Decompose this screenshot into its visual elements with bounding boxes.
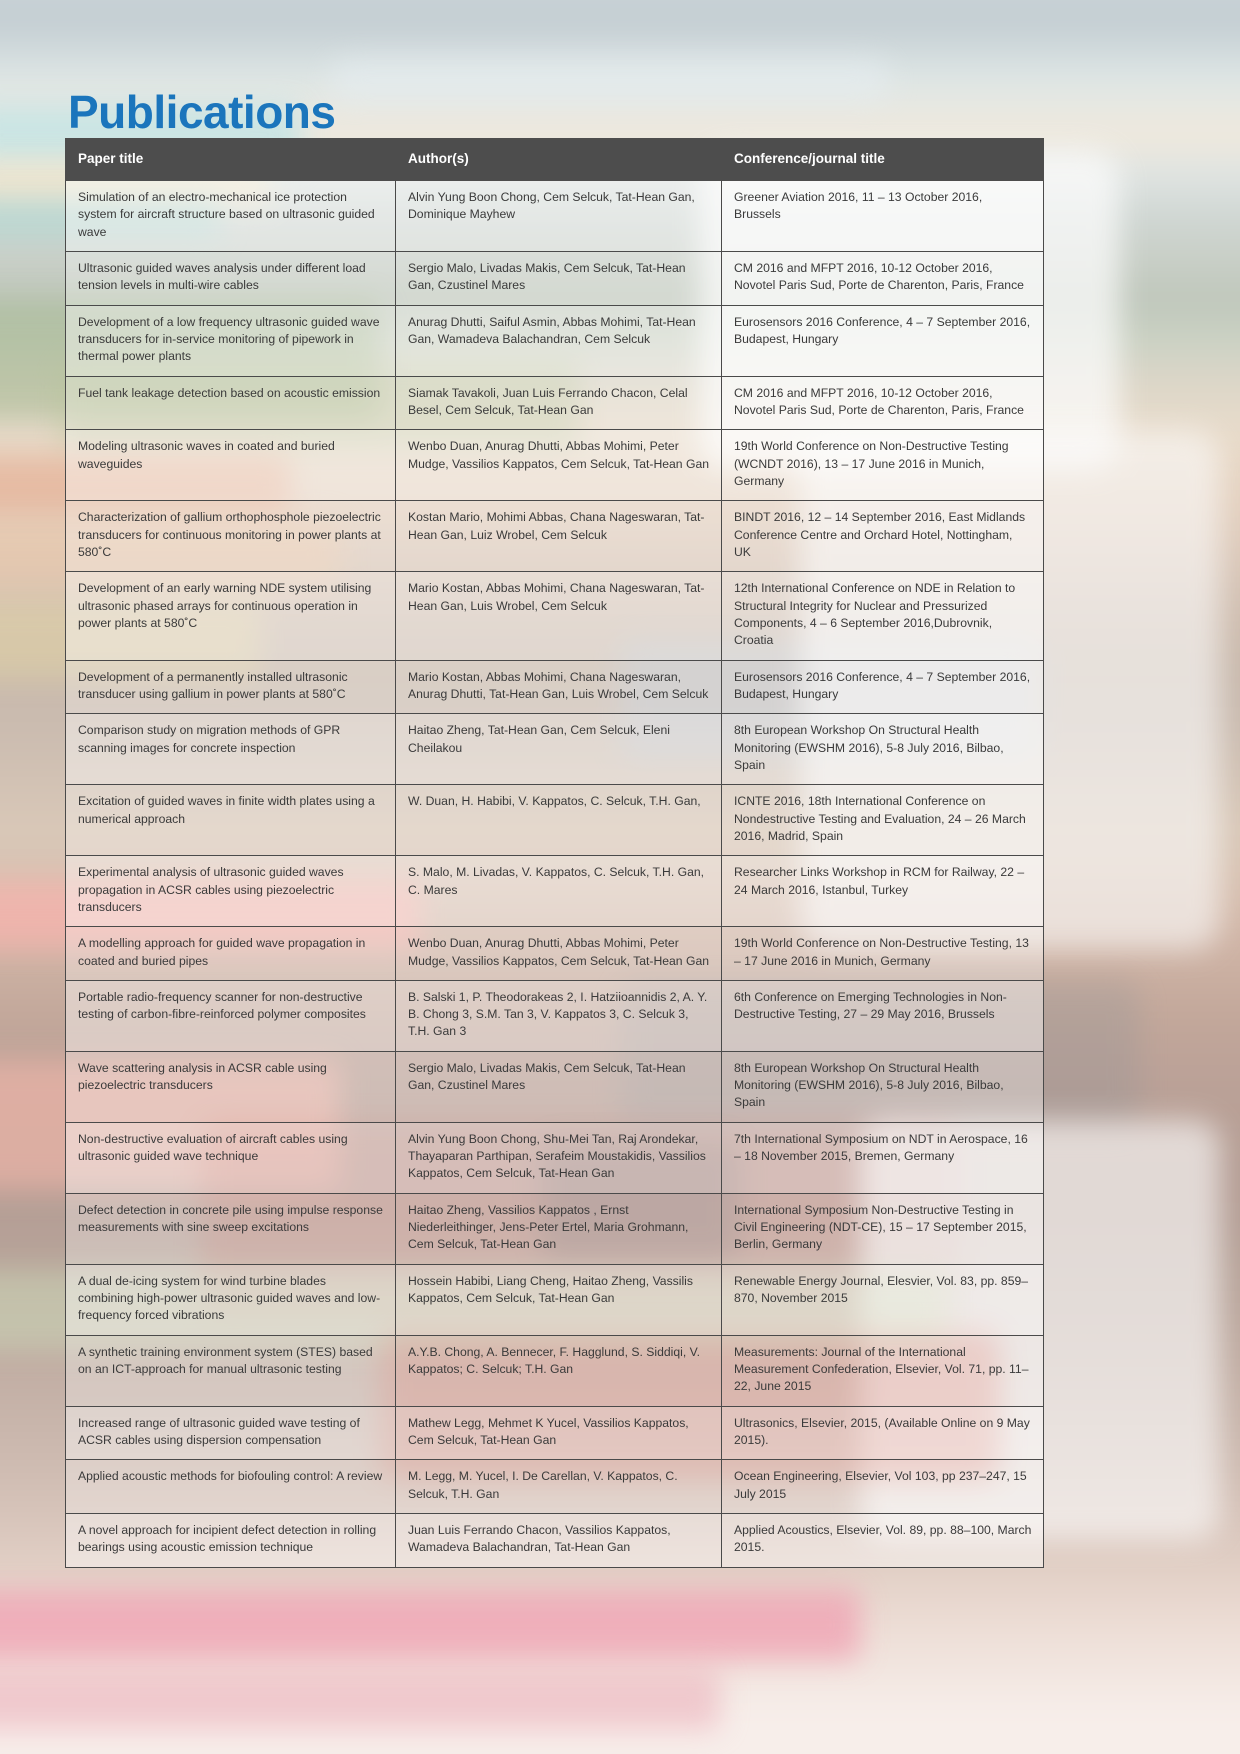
table-row [66, 856, 1044, 927]
cell-paper-title: Fuel tank leakage detection based on acoustic emission [66, 376, 396, 430]
cell-authors: Haitao Zheng, Vassilios Kappatos , Ernst Niederleithinger, Jens-Peter Ertel, Maria Grohmann, Cem Selcuk, Tat-Hean Gan [396, 1193, 722, 1264]
table-row [66, 1406, 1044, 1460]
cell-venue: ICNTE 2016, 18th International Conference on Nondestructive Testing and Evaluation, 24 – 26 March 2016, Madrid, Spain [722, 785, 1044, 856]
cell-authors: Siamak Tavakoli, Juan Luis Ferrando Chacon, Celal Besel, Cem Selcuk, Tat-Hean Gan [396, 376, 722, 430]
column-header-venue: Conference/journal title [722, 139, 1044, 181]
table-row [66, 181, 1044, 252]
cell-authors: Kostan Mario, Mohimi Abbas, Chana Nageswaran, Tat-Hean Gan, Luiz Wrobel, Cem Selcuk [396, 501, 722, 572]
publications-table [65, 138, 1044, 1568]
table-row [66, 251, 1044, 305]
table-row [66, 430, 1044, 501]
cell-authors: W. Duan, H. Habibi, V. Kappatos, C. Selcuk, T.H. Gan, [396, 785, 722, 856]
cell-authors: Alvin Yung Boon Chong, Shu-Mei Tan, Raj Arondekar, Thayaparan Parthipan, Serafeim Moustakidis, Vassilios Kappatos, Cem Selcuk, Tat-Hean Gan [396, 1122, 722, 1193]
table-row [66, 1460, 1044, 1514]
cell-authors: M. Legg, M. Yucel, I. De Carellan, V. Kappatos, C. Selcuk, T.H. Gan [396, 1460, 722, 1514]
cell-authors: Haitao Zheng, Tat-Hean Gan, Cem Selcuk, Eleni Cheilakou [396, 714, 722, 785]
cell-paper-title: Non-destructive evaluation of aircraft cables using ultrasonic guided wave technique [66, 1122, 396, 1193]
cell-venue: Eurosensors 2016 Conference, 4 – 7 September 2016, Budapest, Hungary [722, 305, 1044, 376]
cell-paper-title: Excitation of guided waves in finite width plates using a numerical approach [66, 785, 396, 856]
cell-authors: A.Y.B. Chong, A. Bennecer, F. Hagglund, S. Siddiqi, V. Kappatos; C. Selcuk; T.H. Gan [396, 1335, 722, 1406]
cell-paper-title: Applied acoustic methods for biofouling control: A review [66, 1460, 396, 1514]
cell-paper-title: Development of a low frequency ultrasonic guided wave transducers for in-service monitoring of pipework in thermal power plants [66, 305, 396, 376]
cell-venue: 6th Conference on Emerging Technologies in Non-Destructive Testing, 27 – 29 May 2016, Brussels [722, 980, 1044, 1051]
table-row [66, 376, 1044, 430]
cell-venue: 7th International Symposium on NDT in Aerospace, 16 – 18 November 2015, Bremen, Germany [722, 1122, 1044, 1193]
cell-authors: Wenbo Duan, Anurag Dhutti, Abbas Mohimi, Peter Mudge, Vassilios Kappatos, Cem Selcuk, Tat-Hean Gan [396, 927, 722, 981]
cell-paper-title: Defect detection in concrete pile using impulse response measurements with sine sweep excitations [66, 1193, 396, 1264]
cell-paper-title: Simulation of an electro-mechanical ice protection system for aircraft structure based on ultrasonic guided wave [66, 181, 396, 252]
cell-venue: 19th World Conference on Non-Destructive Testing (WCNDT 2016), 13 – 17 June 2016 in Munich, Germany [722, 430, 1044, 501]
table-row [66, 785, 1044, 856]
cell-authors: Alvin Yung Boon Chong, Cem Selcuk, Tat-Hean Gan, Dominique Mayhew [396, 181, 722, 252]
table-row [66, 1193, 1044, 1264]
column-header-authors: Author(s) [396, 139, 722, 181]
table-row [66, 1514, 1044, 1568]
cell-paper-title: Increased range of ultrasonic guided wave testing of ACSR cables using dispersion compensation [66, 1406, 396, 1460]
cell-venue: Ocean Engineering, Elsevier, Vol 103, pp 237–247, 15 July 2015 [722, 1460, 1044, 1514]
table-row [66, 305, 1044, 376]
table-row [66, 1122, 1044, 1193]
cell-paper-title: A synthetic training environment system (STES) based on an ICT-approach for manual ultrasonic testing [66, 1335, 396, 1406]
table-row [66, 980, 1044, 1051]
cell-authors: Mathew Legg, Mehmet K Yucel, Vassilios Kappatos, Cem Selcuk, Tat-Hean Gan [396, 1406, 722, 1460]
cell-venue: 8th European Workshop On Structural Health Monitoring (EWSHM 2016), 5-8 July 2016, Bilbao, Spain [722, 1051, 1044, 1122]
cell-authors: S. Malo, M. Livadas, V. Kappatos, C. Selcuk, T.H. Gan, C. Mares [396, 856, 722, 927]
cell-venue: International Symposium Non-Destructive Testing in Civil Engineering (NDT-CE), 15 – 17 September 2015, Berlin, Germany [722, 1193, 1044, 1264]
cell-authors: B. Salski 1, P. Theodorakeas 2, I. Hatziioannidis 2, A. Y. B. Chong 3, S.M. Tan 3, V. Kappatos 3, C. Selcuk 3, T.H. Gan 3 [396, 980, 722, 1051]
cell-venue: Greener Aviation 2016, 11 – 13 October 2016, Brussels [722, 181, 1044, 252]
cell-venue: 8th European Workshop On Structural Health Monitoring (EWSHM 2016), 5-8 July 2016, Bilbao, Spain [722, 714, 1044, 785]
page-title: Publications [68, 85, 336, 138]
cell-paper-title: A dual de-icing system for wind turbine blades combining high-power ultrasonic guided waves and low-frequency forced vibrations [66, 1264, 396, 1335]
cell-paper-title: Wave scattering analysis in ACSR cable using piezoelectric transducers [66, 1051, 396, 1122]
cell-venue: Measurements: Journal of the International Measurement Confederation, Elsevier, Vol. 71, pp. 11–22, June 2015 [722, 1335, 1044, 1406]
cell-paper-title: Experimental analysis of ultrasonic guided waves propagation in ACSR cables using piezoelectric transducers [66, 856, 396, 927]
cell-paper-title: Ultrasonic guided waves analysis under different load tension levels in multi-wire cables [66, 251, 396, 305]
cell-venue: BINDT 2016, 12 – 14 September 2016, East Midlands Conference Centre and Orchard Hotel, Nottingham, UK [722, 501, 1044, 572]
cell-paper-title: A novel approach for incipient defect detection in rolling bearings using acoustic emission technique [66, 1514, 396, 1568]
cell-paper-title: A modelling approach for guided wave propagation in coated and buried pipes [66, 927, 396, 981]
table-row [66, 572, 1044, 660]
cell-paper-title: Development of an early warning NDE system utilising ultrasonic phased arrays for continuous operation in power plants at 580˚C [66, 572, 396, 660]
cell-authors: Sergio Malo, Livadas Makis, Cem Selcuk, Tat-Hean Gan, Czustinel Mares [396, 251, 722, 305]
cell-venue: 12th International Conference on NDE in Relation to Structural Integrity for Nuclear and Pressurized Components, 4 – 6 September 2016,Dubrovnik, Croatia [722, 572, 1044, 660]
cell-paper-title: Portable radio-frequency scanner for non-destructive testing of carbon-fibre-reinforced polymer composites [66, 980, 396, 1051]
cell-venue: Researcher Links Workshop in RCM for Railway, 22 – 24 March 2016, Istanbul, Turkey [722, 856, 1044, 927]
cell-authors: Anurag Dhutti, Saiful Asmin, Abbas Mohimi, Tat-Hean Gan, Wamadeva Balachandran, Cem Selcuk [396, 305, 722, 376]
cell-authors: Hossein Habibi, Liang Cheng, Haitao Zheng, Vassilis Kappatos, Cem Selcuk, Tat-Hean Gan [396, 1264, 722, 1335]
cell-authors: Juan Luis Ferrando Chacon, Vassilios Kappatos, Wamadeva Balachandran, Tat-Hean Gan [396, 1514, 722, 1568]
cell-authors: Mario Kostan, Abbas Mohimi, Chana Nageswaran, Anurag Dhutti, Tat-Hean Gan, Luis Wrobel, Cem Selcuk [396, 660, 722, 714]
table-header-row [66, 139, 1044, 181]
cell-venue: CM 2016 and MFPT 2016, 10-12 October 2016, Novotel Paris Sud, Porte de Charenton, Paris, France [722, 376, 1044, 430]
cell-paper-title: Characterization of gallium orthophosphole piezoelectric transducers for continuous monitoring in power plants at 580˚C [66, 501, 396, 572]
cell-paper-title: Comparison study on migration methods of GPR scanning images for concrete inspection [66, 714, 396, 785]
table-row [66, 714, 1044, 785]
table-row [66, 1051, 1044, 1122]
table-row [66, 660, 1044, 714]
table-row [66, 1264, 1044, 1335]
cell-venue: CM 2016 and MFPT 2016, 10-12 October 2016, Novotel Paris Sud, Porte de Charenton, Paris, France [722, 251, 1044, 305]
cell-authors: Wenbo Duan, Anurag Dhutti, Abbas Mohimi, Peter Mudge, Vassilios Kappatos, Cem Selcuk, Tat-Hean Gan [396, 430, 722, 501]
cell-authors: Sergio Malo, Livadas Makis, Cem Selcuk, Tat-Hean Gan, Czustinel Mares [396, 1051, 722, 1122]
table-row [66, 501, 1044, 572]
column-header-paper-title: Paper title [66, 139, 396, 181]
cell-venue: Ultrasonics, Elsevier, 2015, (Available Online on 9 May 2015). [722, 1406, 1044, 1460]
cell-venue: 19th World Conference on Non-Destructive Testing, 13 – 17 June 2016 in Munich, Germany [722, 927, 1044, 981]
table-body [66, 181, 1044, 1568]
table-row [66, 927, 1044, 981]
cell-paper-title: Development of a permanently installed ultrasonic transducer using gallium in power plants at 580˚C [66, 660, 396, 714]
table-row [66, 1335, 1044, 1406]
cell-venue: Eurosensors 2016 Conference, 4 – 7 September 2016, Budapest, Hungary [722, 660, 1044, 714]
cell-venue: Renewable Energy Journal, Elesvier, Vol. 83, pp. 859–870, November 2015 [722, 1264, 1044, 1335]
cell-venue: Applied Acoustics, Elsevier, Vol. 89, pp. 88–100, March 2015. [722, 1514, 1044, 1568]
cell-paper-title: Modeling ultrasonic waves in coated and buried waveguides [66, 430, 396, 501]
cell-authors: Mario Kostan, Abbas Mohimi, Chana Nageswaran, Tat-Hean Gan, Luis Wrobel, Cem Selcuk [396, 572, 722, 660]
